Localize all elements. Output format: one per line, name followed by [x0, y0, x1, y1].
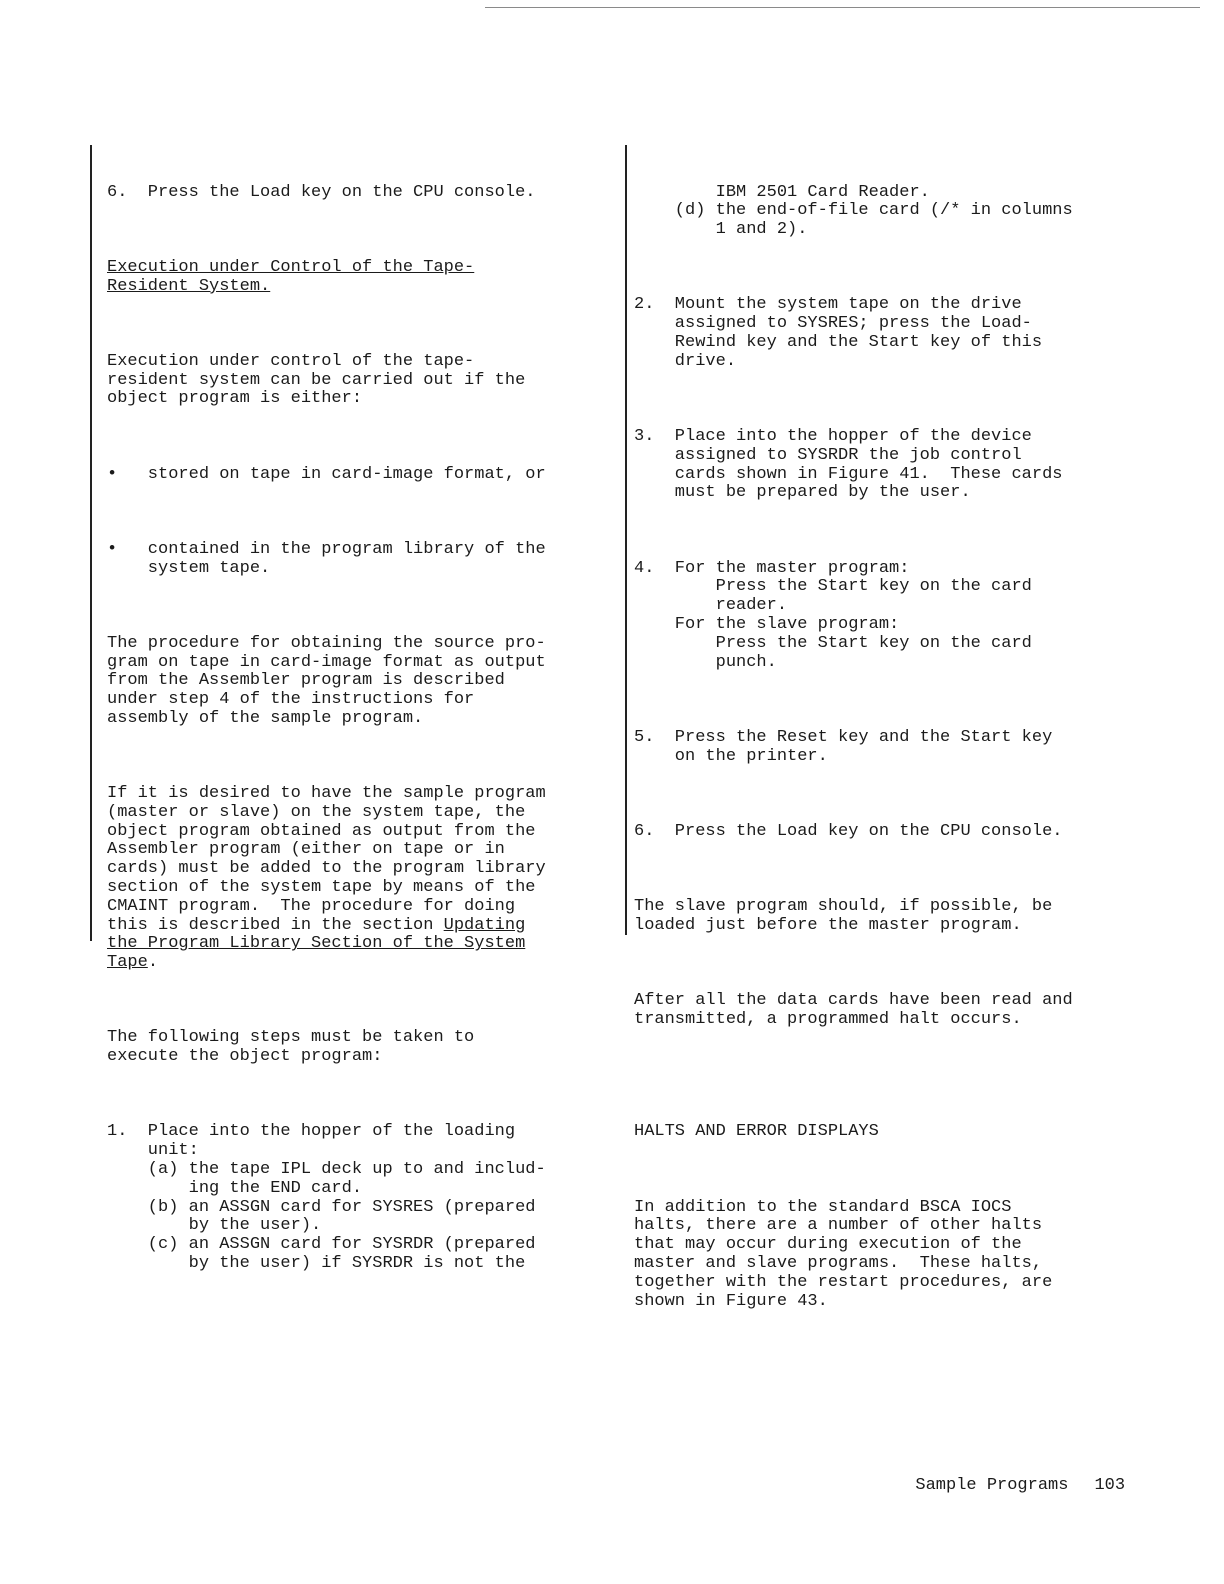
step-1-continued: IBM 2501 Card Reader. (d) the end-of-file card (/* in columns 1 and 2). [674, 182, 1073, 240]
after-paragraph: After all the data cards have been read and transmitted, a programmed halt occurs. [634, 990, 1073, 1029]
slave-paragraph: The slave program should, if possible, be loaded just before the master program. [634, 896, 1053, 935]
procedure-paragraph: The procedure for obtaining the source pro- gram on tape in card-image format as output from the Assembler program is described under step 4 of the instructions for assembly of the sample program. [107, 633, 546, 728]
desired-end: . [147, 953, 159, 973]
section-heading [107, 259, 612, 297]
right-step-3: 3. Place into the hopper of the device assigned to SYSRDR the job control cards shown in Figure 41. These cards must be prepared by the user. [634, 426, 1063, 503]
halts-heading: HALTS AND ERROR DISPLAYS [634, 1122, 879, 1142]
top-rule [485, 7, 1200, 8]
intro-paragraph: Execution under control of the tape- resident system can be carried out if the object program is either: [107, 351, 526, 409]
right-step-5: 5. Press the Reset key and the Start key on the printer. [634, 727, 1053, 766]
section-reference: Updating the Program Library Section of the System Tape [107, 915, 526, 973]
left-step-1: 1. Place into the hopper of the loading unit: (a) the tape IPL deck up to and includ- ing the END card. (b) an ASSGN card for SYSRES (prepared by the user). (c) an ASSGN card for SYSRDR (prepared by the user) if SYSRDR is not the [107, 1122, 546, 1274]
bullet-item-2: • contained in the program library of the system tape. [107, 539, 546, 578]
right-step-6: 6. Press the Load key on the CPU console. [634, 821, 1063, 841]
right-column [634, 146, 1134, 1349]
right-step-2: 2. Mount the system tape on the drive assigned to SYSRES; press the Load- Rewind key and the Start key of this drive. [634, 295, 1043, 371]
desired-paragraph [107, 785, 612, 973]
section-heading-text: Execution under Control of the Tape- Resident System. [107, 257, 475, 296]
page-number: 103 [1094, 1476, 1126, 1495]
footer-section-title: Sample Programs [915, 1476, 1069, 1495]
left-margin-rule [90, 145, 92, 941]
halts-paragraph: In addition to the standard BSCA IOCS halts, there are a number of other halts that may occur during execution of the master and slave programs. These halts, together with the restart procedures, are shown in Figure 43. [634, 1197, 1053, 1311]
column-divider [625, 145, 627, 935]
page-footer [895, 1457, 1125, 1495]
left-step-6: 6. Press the Load key on the CPU console. [107, 182, 536, 202]
bullet-item-1: • stored on tape in card-image format, or [107, 464, 546, 484]
right-step-4: 4. For the master program: Press the Start key on the card reader. For the slave program: Press the Start key on the card punch. [634, 558, 1032, 672]
desired-text: If it is desired to have the sample program (master or slave) on the system tape, the object program obtained as output from the Assembler program (either on tape or in cards) must be added to the program library section of the system tape by means of the CMAINT program. The procedure for doing this is described in the section [107, 784, 546, 935]
following-paragraph: The following steps must be taken to execute the object program: [107, 1028, 475, 1067]
left-column [107, 146, 612, 1311]
